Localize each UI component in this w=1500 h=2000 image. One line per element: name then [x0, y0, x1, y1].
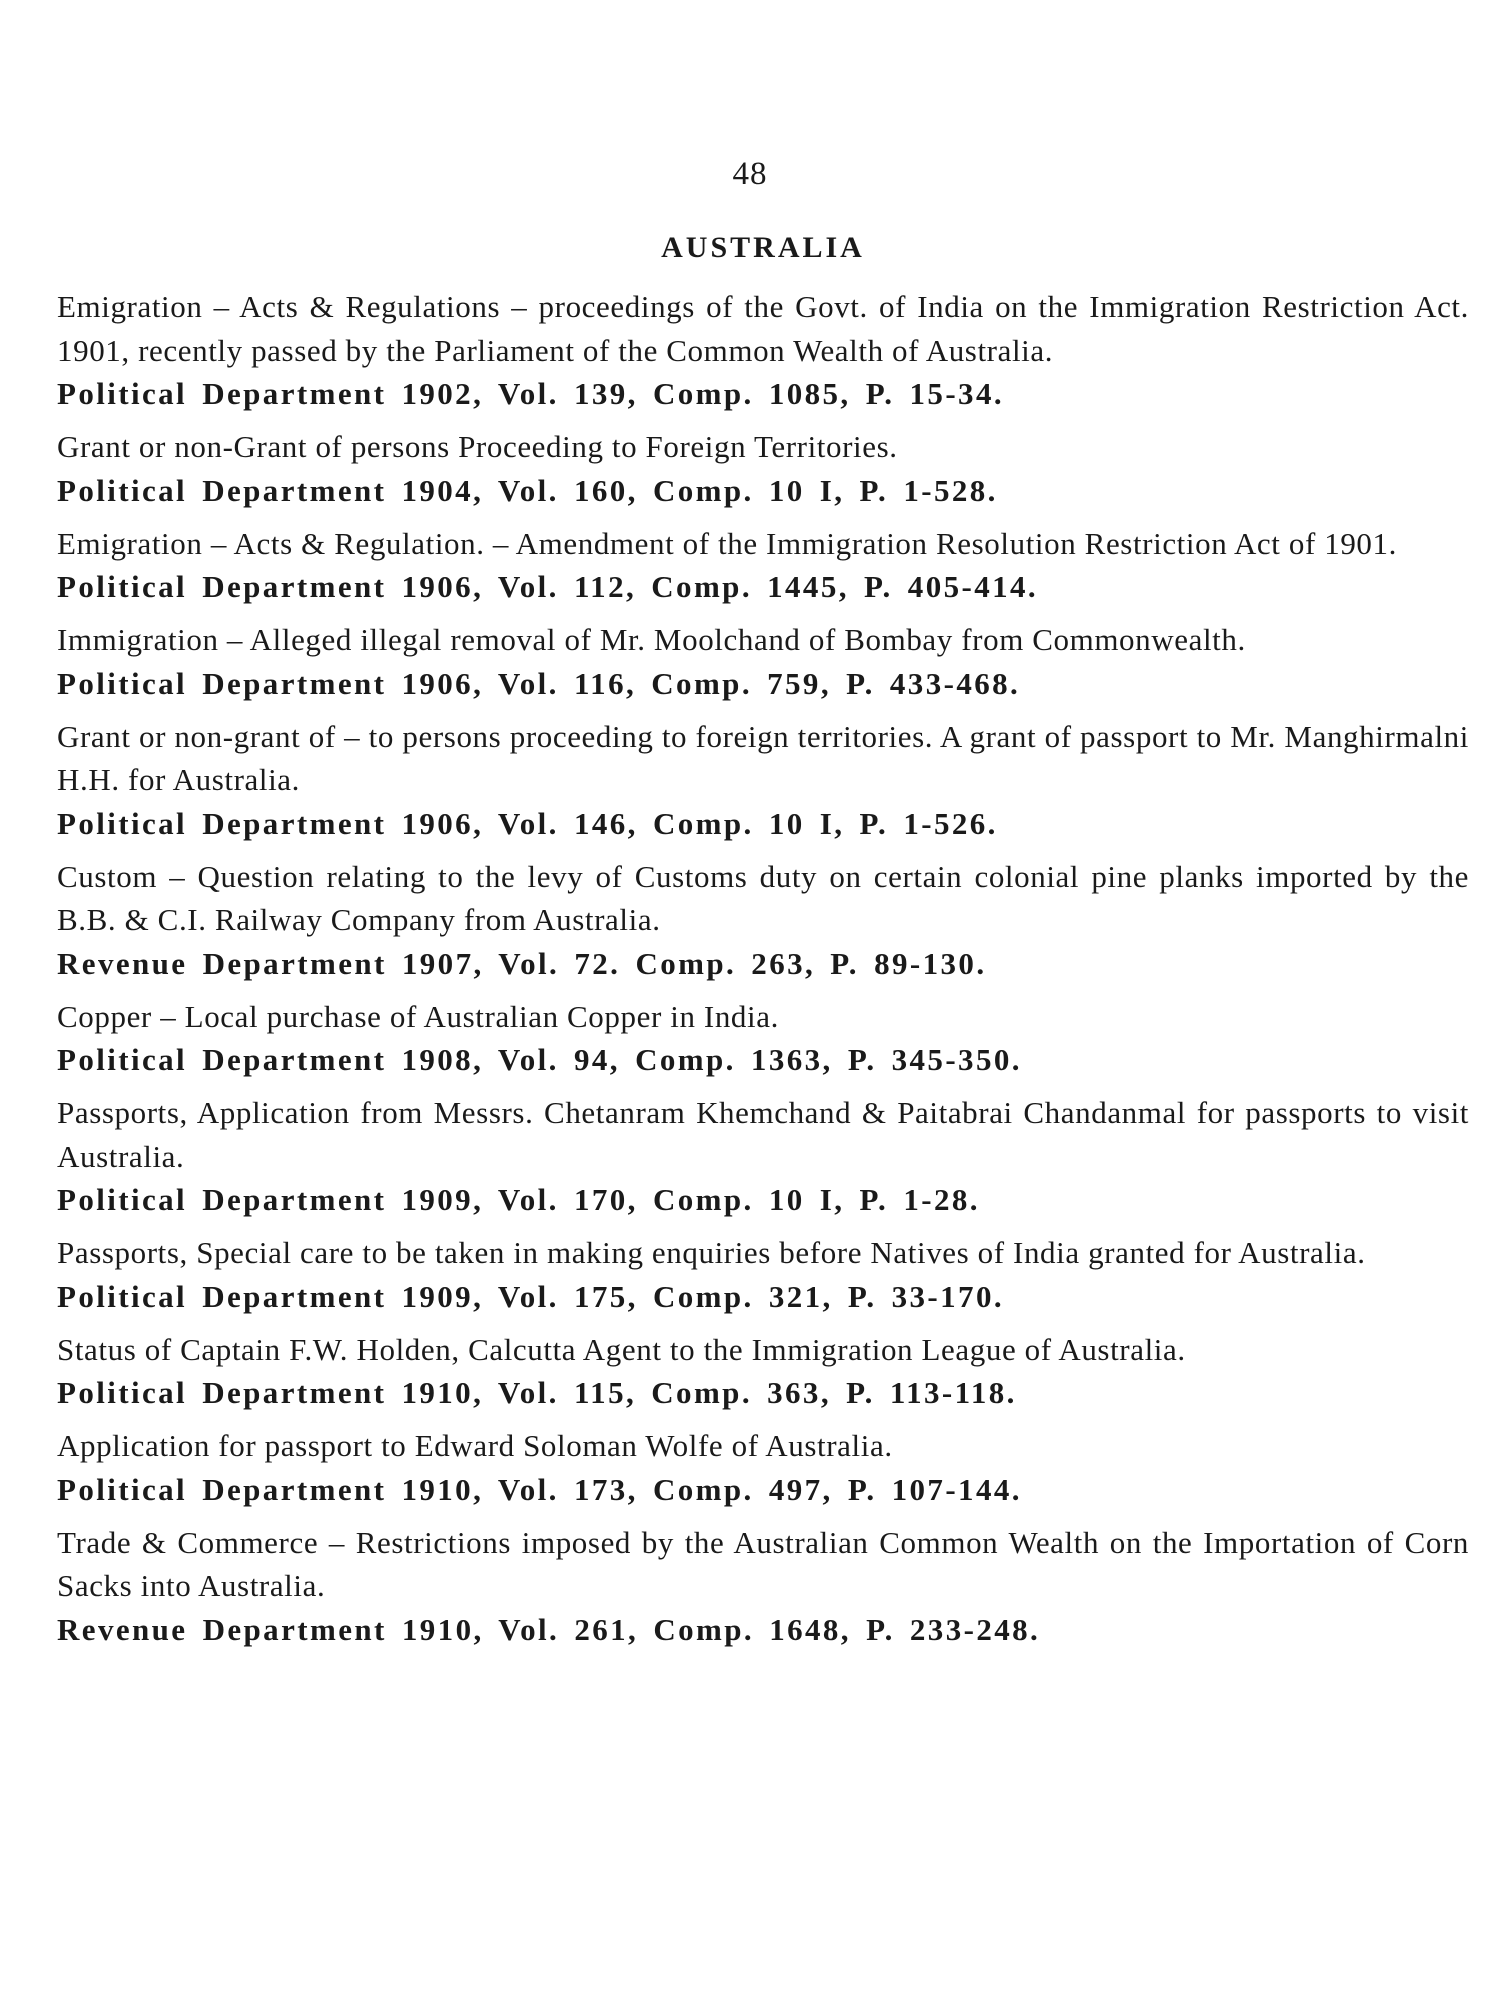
- entry-description: Immigration – Alleged illegal removal of Mr. Moolchand of Bombay from Commonwealth.: [57, 622, 1246, 657]
- entry-description: Grant or non-Grant of persons Proceeding to Foreign Territories.: [57, 429, 898, 464]
- entry-reference: Political Department 1906, Vol. 112, Comp. 1445, P. 405-414.: [57, 569, 1039, 604]
- entry-reference: Revenue Department 1910, Vol. 261, Comp. 1648, P. 233-248.: [57, 1611, 1041, 1647]
- list-item: [57, 618, 1469, 706]
- entry-list: [57, 285, 1469, 1661]
- list-item: [57, 1424, 1469, 1512]
- list-item: [57, 715, 1469, 846]
- entry-reference: Political Department 1908, Vol. 94, Comp. 1363, P. 345-350.: [57, 1042, 1022, 1077]
- list-item: [57, 1521, 1469, 1652]
- entry-description: Trade & Commerce – Restrictions imposed by the Australian Common Wealth on the Importation of Corn Sacks into Australia.: [57, 1524, 1469, 1603]
- page-number: 48: [732, 156, 768, 192]
- entry-reference: Political Department 1909, Vol. 175, Comp. 321, P. 33-170.: [57, 1278, 1004, 1314]
- list-item: [57, 285, 1469, 416]
- entry-reference: Political Department 1904, Vol. 160, Comp. 10 I, P. 1-528.: [57, 472, 998, 508]
- entry-description: Passports, Application from Messrs. Chetanram Khemchand & Paitabrai Chandanmal for passports to visit Australia.: [57, 1095, 1469, 1174]
- entry-reference: Political Department 1902, Vol. 139, Comp. 1085, P. 15-34.: [57, 376, 1004, 411]
- list-item: [57, 425, 1469, 513]
- list-item: [57, 1091, 1469, 1222]
- entry-description: Copper – Local purchase of Australian Copper in India.: [57, 998, 779, 1034]
- entry-reference: Political Department 1910, Vol. 173, Comp. 497, P. 107-144.: [57, 1471, 1022, 1507]
- entry-description: Custom – Question relating to the levy of Customs duty on certain colonial pine planks imported by the B.B. & C.I. Railway Company from Australia.: [57, 858, 1469, 937]
- entry-description: Emigration – Acts & Regulation. – Amendment of the Immigration Resolution Restriction Act of 1901.: [57, 525, 1397, 561]
- list-item: [57, 1328, 1469, 1416]
- entry-description: Emigration – Acts & Regulations – proceedings of the Govt. of India on the Immigration Restriction Act. 1901, recently passed by the Parliament of the Common Wealth of Australia.: [57, 289, 1469, 368]
- entry-reference: Revenue Department 1907, Vol. 72. Comp. 263, P. 89-130.: [57, 945, 987, 981]
- entry-description: Status of Captain F.W. Holden, Calcutta Agent to the Immigration League of Australia.: [57, 1331, 1186, 1367]
- entry-reference: Political Department 1906, Vol. 146, Comp. 10 I, P. 1-526.: [57, 805, 998, 841]
- entry-reference: Political Department 1909, Vol. 170, Comp. 10 I, P. 1-28.: [57, 1182, 980, 1217]
- list-item: [57, 995, 1469, 1083]
- entry-reference: Political Department 1910, Vol. 115, Comp. 363, P. 113-118.: [57, 1375, 1017, 1410]
- list-item: [57, 855, 1469, 986]
- entry-description: Grant or non-grant of – to persons proceeding to foreign territories. A grant of passport to Mr. Manghirmalni H.H. for Australia.: [57, 718, 1469, 797]
- section-title: AUSTRALIA: [661, 231, 865, 264]
- list-item: [57, 1231, 1469, 1319]
- entry-description: Passports, Special care to be taken in making enquiries before Natives of India granted for Australia.: [57, 1235, 1366, 1270]
- entry-description: Application for passport to Edward Soloman Wolfe of Australia.: [57, 1428, 893, 1463]
- list-item: [57, 522, 1469, 610]
- entry-reference: Political Department 1906, Vol. 116, Comp. 759, P. 433-468.: [57, 665, 1021, 701]
